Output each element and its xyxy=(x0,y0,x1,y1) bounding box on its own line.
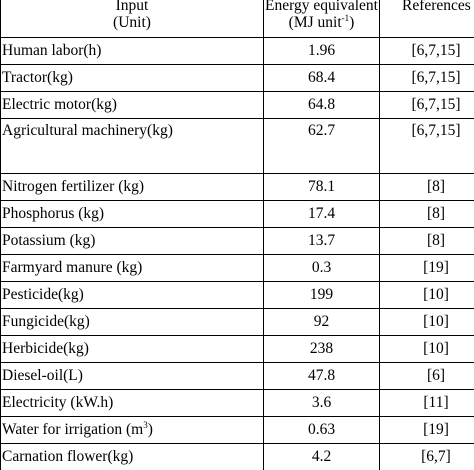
reference-cell: [8] xyxy=(380,201,474,228)
input-cell: Diesel-oil(L) xyxy=(1,363,264,390)
reference-cell: [6,7,15] xyxy=(380,65,474,92)
value-cell: 68.4 xyxy=(264,65,380,92)
reference-cell: [6,7,15] xyxy=(380,119,474,174)
table-row xyxy=(1,65,474,92)
table-header-row xyxy=(1,0,474,38)
header-references: References xyxy=(380,0,474,38)
reference-cell: [8] xyxy=(380,228,474,255)
input-cell: Electric motor(kg) xyxy=(1,92,264,119)
table-row xyxy=(1,174,474,201)
reference-cell: [6,7,15] xyxy=(380,92,474,119)
value-cell: 1.96 xyxy=(264,38,380,65)
input-cell: Tractor(kg) xyxy=(1,65,264,92)
table-row xyxy=(1,255,474,282)
table-row xyxy=(1,38,474,65)
table-row xyxy=(1,417,474,444)
reference-cell: [6,7,15] xyxy=(380,38,474,65)
input-cell: Agricultural machinery(kg) xyxy=(1,119,264,174)
table-row xyxy=(1,336,474,363)
value-cell: 17.4 xyxy=(264,201,380,228)
table-row xyxy=(1,309,474,336)
reference-cell: [19] xyxy=(380,255,474,282)
value-cell: 238 xyxy=(264,336,380,363)
input-cell: Carnation flower(kg) xyxy=(1,444,264,470)
table-row xyxy=(1,119,474,174)
input-cell: Nitrogen fertilizer (kg) xyxy=(1,174,264,201)
value-cell: 3.6 xyxy=(264,390,380,417)
input-cell: Farmyard manure (kg) xyxy=(1,255,264,282)
table-row xyxy=(1,201,474,228)
input-cell: Water for irrigation $(m^3)$ xyxy=(1,417,264,444)
header-energy-equivalent: Energy equivalent (MJ unit$^{-1}$) xyxy=(264,0,380,38)
reference-cell: [8] xyxy=(380,174,474,201)
value-cell: 199 xyxy=(264,282,380,309)
value-cell: 92 xyxy=(264,309,380,336)
input-cell: Potassium (kg) xyxy=(1,228,264,255)
value-cell: 0.63 xyxy=(264,417,380,444)
value-cell: 13.7 xyxy=(264,228,380,255)
reference-cell: [6] xyxy=(380,363,474,390)
value-cell: 47.8 xyxy=(264,363,380,390)
table-row xyxy=(1,444,474,470)
input-cell: Human labor(h) xyxy=(1,38,264,65)
reference-cell: [6,7] xyxy=(380,444,474,470)
value-cell: 64.8 xyxy=(264,92,380,119)
reference-cell: [11] xyxy=(380,390,474,417)
reference-cell: [10] xyxy=(380,282,474,309)
table-row xyxy=(1,363,474,390)
value-cell: 78.1 xyxy=(264,174,380,201)
input-cell: Fungicide(kg) xyxy=(1,309,264,336)
reference-cell: [19] xyxy=(380,417,474,444)
input-cell: Phosphorus (kg) xyxy=(1,201,264,228)
reference-cell: [10] xyxy=(380,336,474,363)
value-cell: 4.2 xyxy=(264,444,380,470)
input-cell: Pesticide(kg) xyxy=(1,282,264,309)
value-cell: 0.3 xyxy=(264,255,380,282)
input-cell: Electricity (kW.h) xyxy=(1,390,264,417)
table-row xyxy=(1,92,474,119)
table-row xyxy=(1,390,474,417)
table-row xyxy=(1,228,474,255)
input-cell: Herbicide(kg) xyxy=(1,336,264,363)
reference-cell: [10] xyxy=(380,309,474,336)
value-cell: 62.7 xyxy=(264,119,380,174)
header-input: Input (Unit) xyxy=(1,0,264,38)
table-row xyxy=(1,282,474,309)
